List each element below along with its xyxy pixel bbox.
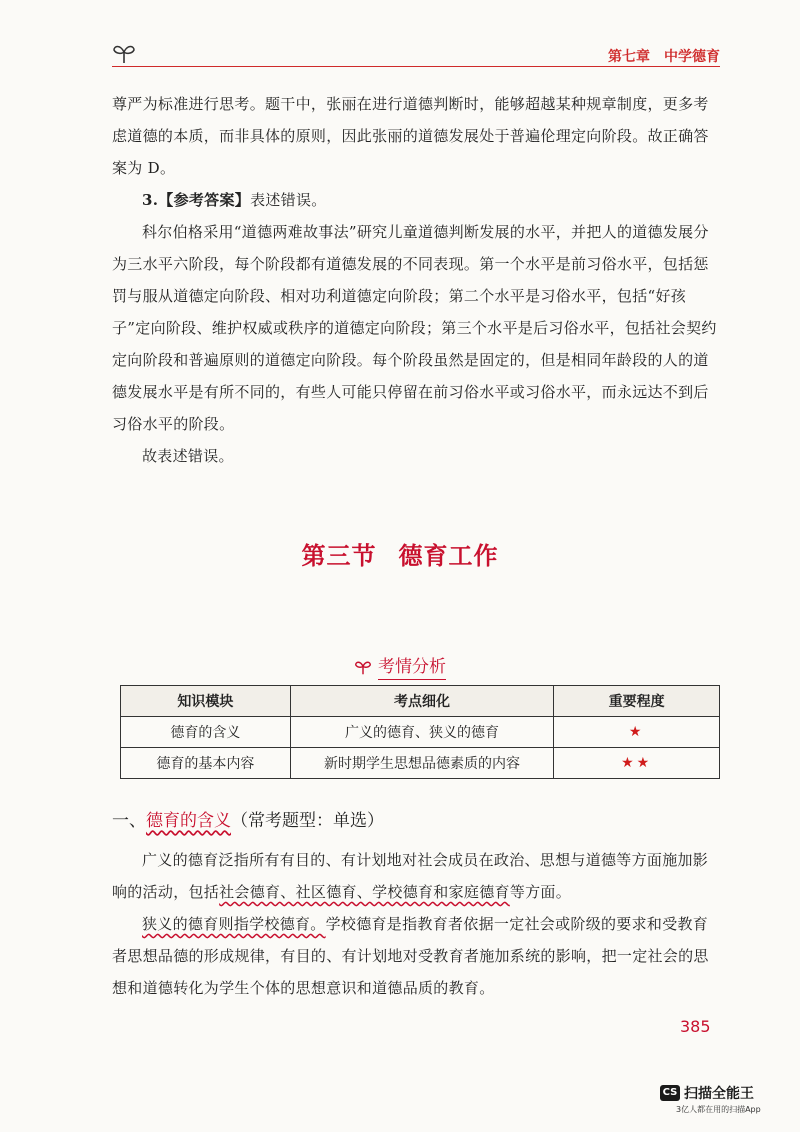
chapter-number: 第七章 — [608, 49, 650, 65]
subsection-heading — [112, 806, 384, 831]
section-title — [0, 536, 800, 571]
subsection-number: 一、 — [112, 811, 146, 831]
question-3-answer — [112, 184, 720, 216]
answer-verdict: 表述错误。 — [250, 191, 327, 209]
section-number: 第三节 — [301, 542, 377, 570]
scanner-slogan: 3亿人都在用的扫描App — [676, 1105, 761, 1114]
table-cell-module: 德育的基本内容 — [121, 748, 291, 779]
definition-block — [112, 844, 720, 1004]
narrow-definition-text: 学校德育是指教育者依据一定社会或阶级的要求和受教育者思想品德的形成规律，有目的、有计划地对受教育者施加系统的影响，把一定社会的思想和道德转化为学生个体的思想意识和道德品质的教育。 — [112, 915, 709, 997]
scanner-logo: CS — [660, 1085, 680, 1101]
table-header: 重要程度 — [554, 686, 720, 717]
table-header-row — [121, 686, 720, 717]
analysis-heading — [0, 652, 800, 677]
analysis-heading-label: 考情分析 — [378, 657, 446, 680]
sprout-icon — [112, 42, 136, 64]
previous-answer-block — [112, 88, 720, 472]
narrow-definition — [112, 908, 720, 1004]
question-number: 3. — [142, 191, 159, 209]
table-cell-detail: 新时期学生思想品德素质的内容 — [290, 748, 554, 779]
subsection-note: （常考题型：单选） — [231, 811, 384, 831]
answer-continuation: 尊严为标准进行思考。题干中，张丽在进行道德判断时，能够超越某种规章制度，更多考虑道德的本质，而非具体的原则，因此张丽的道德发展处于普遍伦理定向阶段。故正确答案为 D。 — [112, 95, 709, 177]
header-rule — [112, 66, 720, 67]
table-row — [121, 717, 720, 748]
table-header: 考点细化 — [290, 686, 554, 717]
broad-definition-end: 等方面。 — [509, 883, 572, 901]
broad-definition — [112, 844, 720, 908]
scanner-app-name: 扫描全能王 — [684, 1086, 754, 1102]
chapter-title: 中学德育 — [664, 49, 720, 65]
answer-label: 【参考答案】 — [158, 191, 251, 209]
section-name: 德育工作 — [398, 542, 499, 570]
star-rating: ★ — [554, 717, 720, 748]
table-cell-detail: 广义的德育、狭义的德育 — [290, 717, 554, 748]
exam-analysis-table — [120, 685, 720, 779]
broad-definition-text: 广义的德育泛指所有有目的、有计划地对社会成员在政治、思想与道德等方面施加影响的活动，包括 — [112, 851, 709, 901]
table-header: 知识模块 — [121, 686, 291, 717]
table-row — [121, 748, 720, 779]
broad-definition-highlight: 社会德育、社区德育、学校德育和家庭德育 — [219, 883, 510, 901]
page-number: 385 — [680, 1017, 711, 1036]
star-rating: ★★ — [554, 748, 720, 779]
answer-conclusion: 故表述错误。 — [142, 447, 234, 465]
sprout-small-icon — [354, 659, 372, 675]
answer-explanation: 科尔伯格采用“道德两难故事法”研究儿童道德判断发展的水平，并把人的道德发展分为三水平六阶段，每个阶段都有道德发展的不同表现。第一个水平是前习俗水平，包括惩罚与服从道德定向阶段、相对功利道德定向阶段；第二个水平是习俗水平，包括“好孩子”定向阶段、维护权威或秩序的道德定向阶段；第三个水平是后习俗水平，包括社会契约定向阶段和普遍原则的道德定向阶段。每个阶段虽然是固定的，但是相同年龄段的人的道德发展水平是有所不同的，有些人可能只停留在前习俗水平或习俗水平，而永远达不到后习俗水平的阶段。 — [112, 223, 717, 433]
narrow-definition-highlight: 狭义的德育则指学校德育。 — [142, 915, 326, 933]
table-cell-module: 德育的含义 — [121, 717, 291, 748]
subsection-title: 德育的含义 — [146, 811, 231, 831]
running-header — [600, 46, 720, 66]
